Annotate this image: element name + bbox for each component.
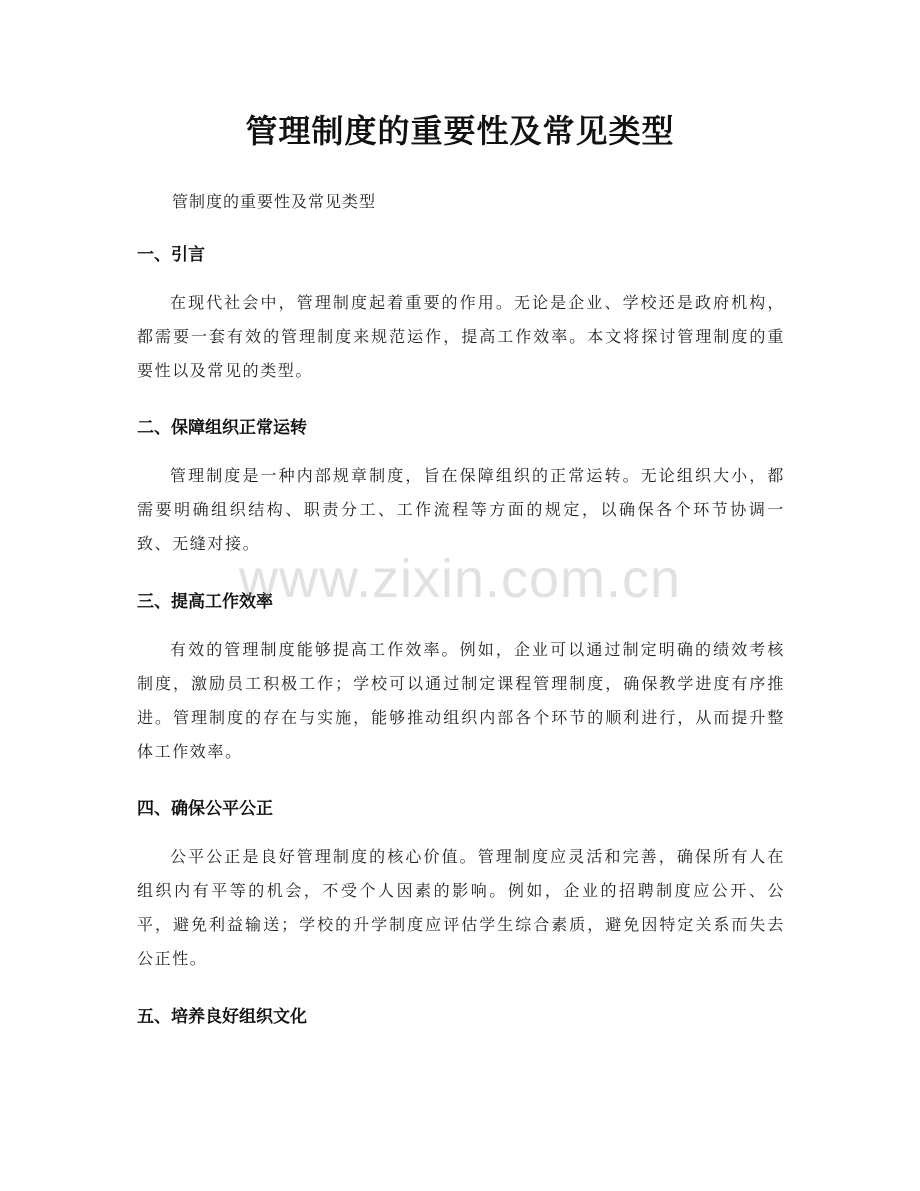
section-paragraph-fairness: 公平公正是良好管理制度的核心价值。管理制度应灵活和完善，确保所有人在组织内有平等的机会，不受个人因素的影响。例如，企业的招聘制度应公开、公平，避免利益输送；学校的升学制度应评估学生综合素质，避免因特定关系而失去公正性。 — [137, 847, 785, 968]
watermark-text: www.zixin.com.cn — [238, 549, 682, 609]
section-heading-culture: 五、培养良好组织文化 — [137, 1007, 307, 1027]
section-heading-operation: 二、保障组织正常运转 — [137, 418, 307, 438]
section-heading-fairness: 四、确保公平公正 — [137, 799, 273, 819]
section-paragraph-efficiency: 有效的管理制度能够提高工作效率。例如，企业可以通过制定明确的绩效考核制度，激励员工积极工作；学校可以通过制定课程管理制度，确保教学进度有序推进。管理制度的存在与实施，能够推动组织内部各个环节的顺利进行，从而提升整体工作效率。 — [137, 640, 785, 761]
section-paragraph-intro: 在现代社会中，管理制度起着重要的作用。无论是企业、学校还是政府机构，都需要一套有效的管理制度来规范运作，提高工作效率。本文将探讨管理制度的重要性以及常见的类型。 — [137, 293, 785, 380]
section-paragraph-operation: 管理制度是一种内部规章制度，旨在保障组织的正常运转。无论组织大小，都需要明确组织结构、职责分工、工作流程等方面的规定，以确保各个环节协调一致、无缝对接。 — [137, 466, 785, 553]
document-title: 管理制度的重要性及常见类型 — [245, 112, 675, 150]
document-subtitle: 管制度的重要性及常见类型 — [172, 192, 377, 211]
section-heading-efficiency: 三、提高工作效率 — [137, 592, 273, 612]
section-heading-intro: 一、引言 — [137, 245, 205, 265]
